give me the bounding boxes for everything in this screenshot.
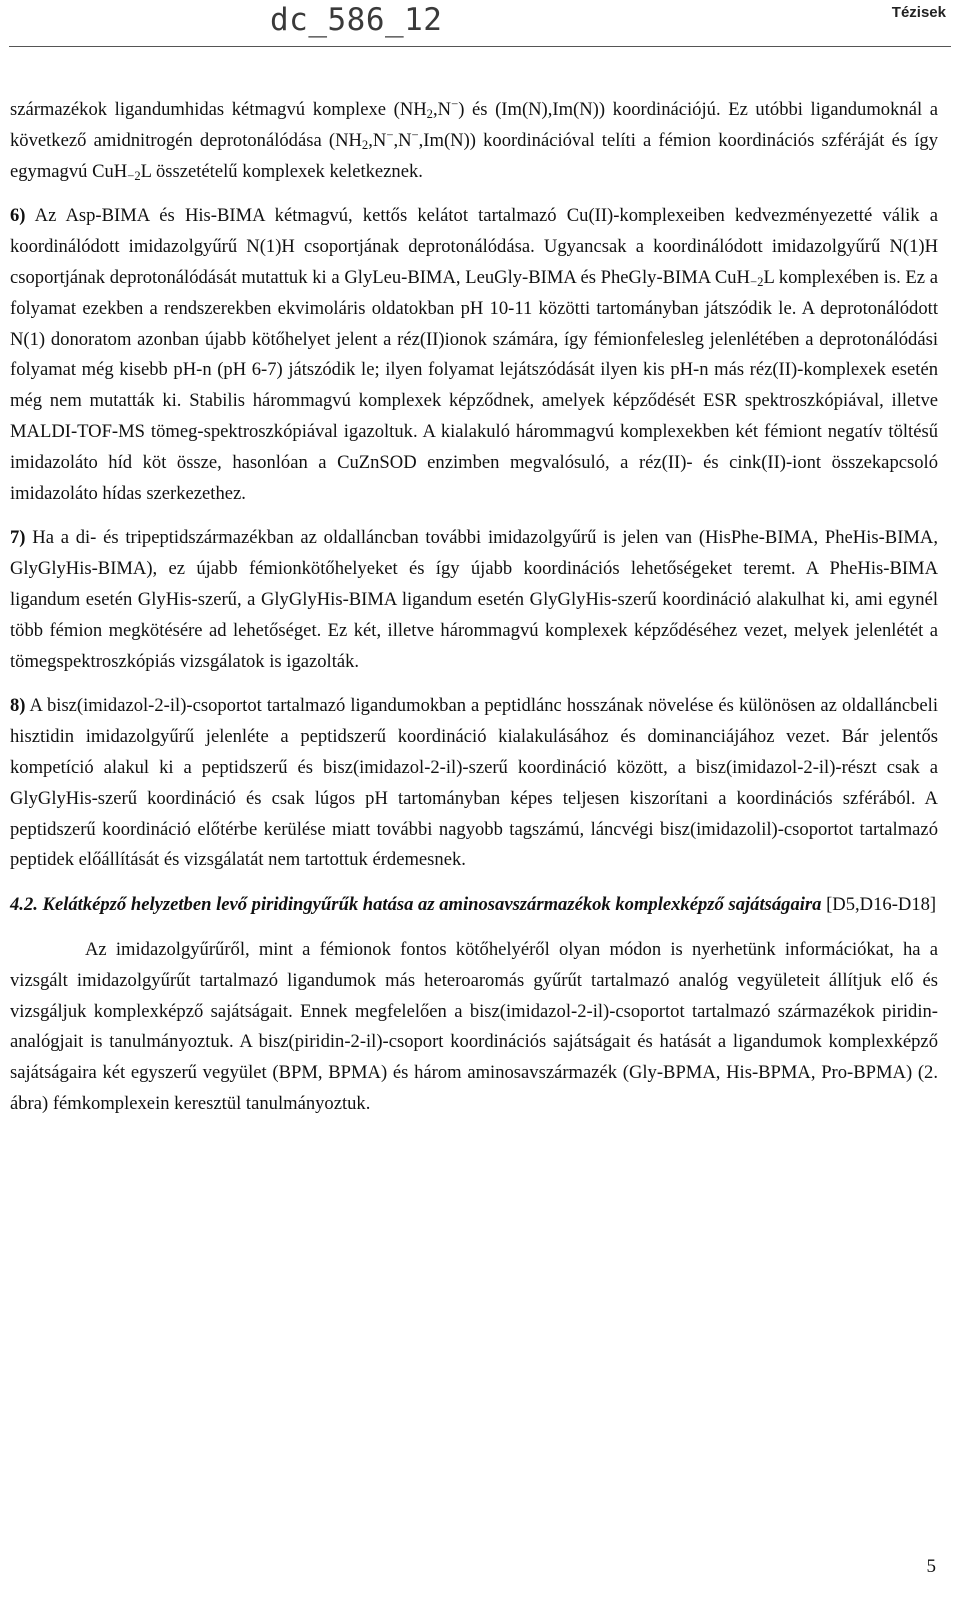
superscript: − xyxy=(451,96,459,111)
item-number: 7) xyxy=(10,527,26,549)
subscript: −2 xyxy=(127,168,141,183)
section-body: Az imidazolgyűrűről, mint a fémionok fontos kötőhelyéről olyan módon is nyerhetünk információkat, ha a vizsgált imidazolgyűrűt tartalmazó ligandumok más heteroaromás gyűrűt tartalmazó analóg vegyületeit állítjuk elő és vizsgáljuk komplexképző sajátságait. Ennek megfelelően a bisz(imidazol-2-il)-csoportot tartalmazó származékok piridin-analógjait is tanulmányoztuk. A bisz(piridin-2-il)-csoport koordinációs sajátságait és hatását a ligandumok komplexképző sajátságaira két egyszerű vegyület (BPM, BPMA) és három aminosavszármazék (Gly-BPMA, His-BPMA, Pro-BPMA) (2. ábra) fémkomplexein keresztül tanulmányoztuk. xyxy=(10,938,938,1114)
subscript: 2 xyxy=(426,107,433,122)
paragraph-8 xyxy=(10,691,938,876)
text-run: ,N xyxy=(393,129,412,151)
superscript: − xyxy=(411,127,419,142)
item-number: 6) xyxy=(10,205,26,227)
paragraph-6 xyxy=(10,201,938,509)
text-run: A bisz(imidazol-2-il)-csoportot tartalmazó ligandumokban a peptidlánc hosszának növelése és különösen az oldalláncbeli hisztidin imidazolgyűrű jelenléte a peptidszerű koordináció kialakulásához és dominanciájához vezet. Bár jelentős kompetíció alakul ki a peptidszerű és bisz(imidazol-2-il)-szerű koordináció között, a bisz(imidazol-2-il)-részt csak a GlyGlyHis-szerű koordináció és csak lúgos pH tartományban képes teljesen kiszorítani a koordinációs szférából. A peptidszerű koordináció előtérbe kerülése miatt további nagyobb tagszámú, láncvégi bisz(imidazolil)-csoportot tartalmazó peptidek előállítását és vizsgálatát nem tartottuk érdemesnek. xyxy=(10,695,939,871)
text-run: származékok ligandumhidas kétmagvú komplexe (NH xyxy=(10,99,427,120)
superscript: − xyxy=(386,127,394,142)
section-heading xyxy=(10,890,938,921)
page-number: 5 xyxy=(926,1556,936,1577)
text-run: ) és (Im(N),Im(N)) koordinációjú. Ez utóbbi ligandumoknál a következő amidnitrogén deprotonálódása (NH xyxy=(10,99,938,151)
paragraph-intro xyxy=(10,95,938,187)
document-id: dc_586_12 xyxy=(270,2,443,38)
paragraph-7 xyxy=(10,523,938,677)
subscript: 2 xyxy=(361,137,369,152)
text-run: L összetételű komplexek keletkeznek. xyxy=(140,160,423,182)
text-run: Ha a di- és tripeptidszármazékban az oldalláncban további imidazolgyűrű is jelen van (HisPhe-BIMA, PheHis-BIMA, GlyGlyHis-BIMA), ez újabb fémionkötőhelyeket és így újabb koordinációs lehetőségeket teremt. A PheHis-BIMA ligandum esetén GlyHis-szerű, a GlyGlyHis-BIMA ligandum esetén GlyGlyHis-szerű koordináció alakulhat ki, ami egynél több fémion megkötésére ad lehetőséget. Ez két, illetve hárommagvú komplexek képződéséhez vezet, melyek jelenlétét a tömegspektroszkópiás vizsgálatok is igazolták. xyxy=(10,527,938,672)
text-run: ,N xyxy=(368,129,387,151)
subscript: −2 xyxy=(750,275,764,290)
document-body xyxy=(10,95,938,1134)
section-title: Kelátképző helyzetben levő piridingyűrűk hatása az aminosavszármazékok komplexképző sajátságaira xyxy=(42,894,822,916)
section-number: 4.2. xyxy=(10,894,38,916)
text-run: ,Im(N)) koordinációval telíti a fémion koordinációs szféráját és így egymagvú CuH xyxy=(10,129,938,182)
section-label: Tézisek xyxy=(891,4,946,21)
header-divider xyxy=(9,46,951,47)
text-run: Az Asp-BIMA és His-BIMA kétmagvú, kettős kelátot tartalmazó Cu(II)-komplexeiben kedvezményezetté válik a koordinálódott imidazolgyűrű N(1)H csoportjának deprotonálódása. Ugyancsak a koordinálódott imidazolgyűrű N(1)H csoportjának deprotonálódását mutattuk ki a GlyLeu-BIMA, LeuGly-BIMA és PheGly-BIMA CuH xyxy=(10,205,938,288)
text-run: ,N xyxy=(432,99,452,120)
text-run: L komplexében is. Ez a folyamat ezekben a rendszerekben ekvimoláris oldatokban pH 10-11 közötti tartományban játszódik le. A deprotonálódott N(1) donoratom azonban újabb kötőhelyet jelent a réz(II)ionok számára, így fémionfelesleg jelenlétében a deprotonálódási folyamat még kisebb pH-n (pH 6-7) játszódik le; ilyen folyamat lejátszódását ilyen kis pH-n más réz(II)-komplexek esetén még nem mutatták ki. Stabilis hárommagvú komplexek képződnek, amelyek képződését ESR spektroszkópiával, illetve MALDI-TOF-MS tömeg-spektroszkópiával igazoltuk. A kialakuló hárommagvú komplexekben két fémiont negatív töltésű imidazoláto híd köt össze, hasonlóan a CuZnSOD enzimben megvalósuló, a réz(II)- és cink(II)-iont összekapcsoló imidazoláto hídas szerkezethez. xyxy=(10,266,938,504)
section-references: [D5,D16-D18] xyxy=(826,894,937,916)
item-number: 8) xyxy=(10,695,26,717)
